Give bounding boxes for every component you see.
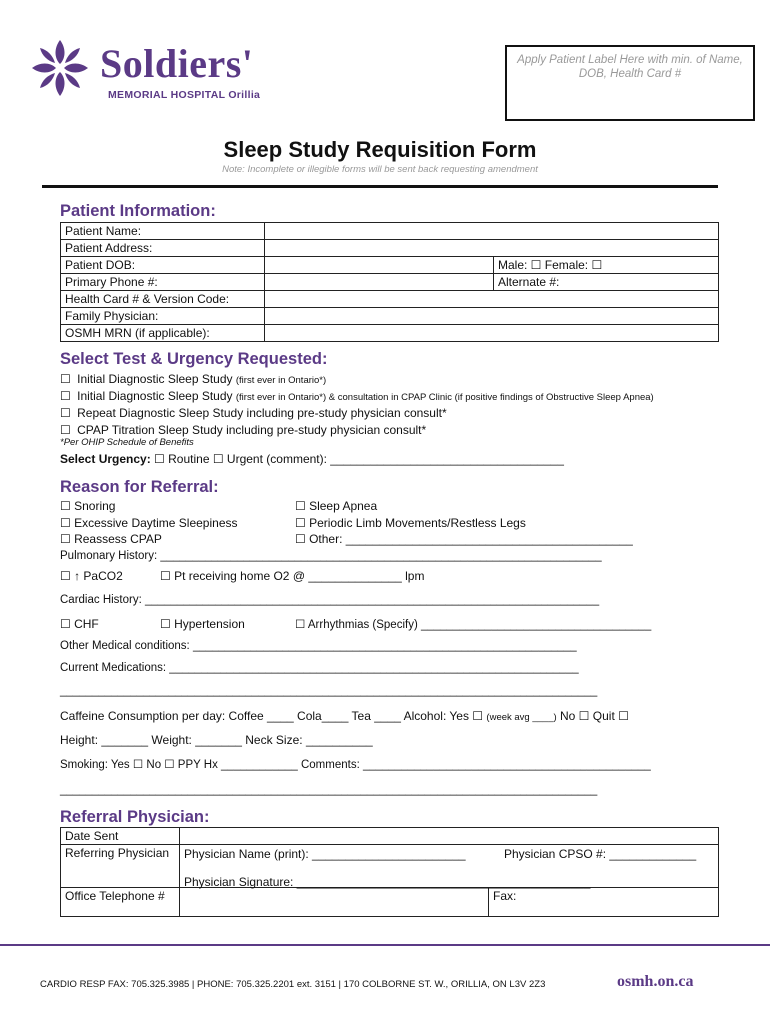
- home-o2-field[interactable]: ☐ Pt receiving home O2 @ ______________ lpm: [160, 569, 425, 583]
- mrn-field[interactable]: [265, 325, 719, 342]
- paco2-checkbox[interactable]: ☐ ↑ PaCO2: [60, 569, 123, 583]
- logo-wordmark: Soldiers': [100, 41, 254, 86]
- title-divider: [42, 185, 718, 188]
- chf-checkbox[interactable]: ☐ CHF: [60, 617, 99, 631]
- test-option-repeat-label: Repeat Diagnostic Sleep Study including pre-study physician consult*: [77, 406, 447, 420]
- other-conditions-field[interactable]: Other Medical conditions: ____________________________________________________________: [60, 640, 577, 652]
- patient-name-label: Patient Name:: [61, 223, 265, 240]
- health-card-field[interactable]: [265, 291, 719, 308]
- referral-heading: Reason for Referral:: [60, 478, 219, 496]
- caffeine-alcohol-row[interactable]: [60, 709, 629, 723]
- patient-dob-field[interactable]: [265, 257, 494, 274]
- physician-name-field[interactable]: Physician Name (print): _______________________: [184, 847, 466, 861]
- checkbox-icon[interactable]: ☐: [60, 389, 71, 403]
- form-note: Note: Incomplete or illegible forms will be sent back requesting amendment: [222, 164, 538, 175]
- office-telephone-field[interactable]: [180, 888, 489, 917]
- alternate-phone-label[interactable]: Alternate #:: [494, 274, 719, 291]
- patient-label-instructions: Apply Patient Label Here with min. of Name, DOB, Health Card #: [517, 54, 743, 80]
- physician-table: [60, 827, 719, 917]
- patient-sex-checkboxes[interactable]: Male: ☐ Female: ☐: [494, 257, 719, 274]
- arrhythmias-field[interactable]: ☐ Arrhythmias (Specify) ____________________________________: [295, 619, 652, 631]
- logo-subtitle-b: Orillia: [228, 89, 261, 101]
- physician-heading: Referral Physician:: [60, 808, 210, 826]
- ohip-footnote: *Per OHIP Schedule of Benefits: [60, 437, 194, 448]
- test-option-repeat[interactable]: [60, 406, 447, 420]
- medications-field[interactable]: Current Medications: ________________________________________________________________: [60, 662, 579, 674]
- primary-phone-label: Primary Phone #:: [61, 274, 265, 291]
- reason-reassess-cpap[interactable]: ☐ Reassess CPAP: [60, 532, 162, 546]
- test-option-initial-note: (first ever in Ontario*): [235, 375, 327, 386]
- patient-label-box[interactable]: [505, 45, 755, 121]
- cardiac-history-field[interactable]: Cardiac History: _______________________________________________________________________: [60, 594, 600, 606]
- height-weight-row[interactable]: Height: _______ Weight: _______ Neck Size: __________: [60, 733, 373, 747]
- test-option-consult-label: Initial Diagnostic Sleep Study: [77, 389, 233, 403]
- reason-snoring[interactable]: ☐ Snoring: [60, 499, 116, 513]
- fax-label[interactable]: Fax:: [489, 888, 719, 917]
- test-heading: Select Test & Urgency Requested:: [60, 350, 328, 368]
- footer-website[interactable]: osmh.on.ca: [617, 973, 694, 990]
- referring-physician-fields[interactable]: [180, 845, 719, 888]
- test-option-initial-consult[interactable]: [60, 389, 654, 403]
- physician-signature-field[interactable]: Physician Signature: ____________________________________________: [184, 875, 591, 889]
- hypertension-checkbox[interactable]: ☐ Hypertension: [160, 617, 245, 631]
- flower-icon: [28, 36, 92, 100]
- patient-info-table: [60, 222, 719, 342]
- checkbox-icon[interactable]: ☐: [60, 406, 71, 420]
- date-sent-field[interactable]: [180, 828, 719, 845]
- office-telephone-label: Office Telephone #: [61, 888, 180, 917]
- footer-divider: [0, 944, 770, 946]
- physician-cpso-field[interactable]: Physician CPSO #: _____________: [504, 847, 697, 861]
- mrn-label: OSMH MRN (if applicable):: [61, 325, 265, 342]
- form-title: Sleep Study Requisition Form: [223, 137, 537, 162]
- alcohol-no-quit[interactable]: No ☐ Quit ☐: [560, 709, 629, 723]
- reason-other[interactable]: ☐ Other: ___________________________________________: [295, 532, 633, 546]
- patient-dob-label: Patient DOB:: [61, 257, 265, 274]
- reason-plm[interactable]: ☐ Periodic Limb Movements/Restless Legs: [295, 516, 526, 530]
- test-option-consult-note: (first ever in Ontario*) & consultation in CPAP Clinic (if positive findings of Obstructive Sleep Apnea): [235, 392, 654, 403]
- urgency-options[interactable]: ☐ Routine ☐ Urgent (comment): ___________________________________: [154, 452, 564, 466]
- health-card-label: Health Card # & Version Code:: [61, 291, 265, 308]
- patient-address-field[interactable]: [265, 240, 719, 257]
- patient-name-field[interactable]: [265, 223, 719, 240]
- family-physician-label: Family Physician:: [61, 308, 265, 325]
- logo-subtitle: [108, 89, 260, 101]
- urgency-label: Select Urgency:: [60, 452, 151, 466]
- date-sent-label: Date Sent: [61, 828, 180, 845]
- test-option-cpap-label: CPAP Titration Sleep Study including pre-study physician consult*: [77, 423, 427, 437]
- test-option-initial[interactable]: [60, 372, 326, 386]
- logo-subtitle-a: MEMORIAL HOSPITAL: [108, 89, 226, 101]
- reason-eds[interactable]: ☐ Excessive Daytime Sleepiness: [60, 516, 238, 530]
- urgency-row[interactable]: [60, 452, 564, 466]
- test-option-cpap[interactable]: [60, 423, 426, 437]
- hospital-logo: [28, 36, 288, 106]
- test-option-initial-label: Initial Diagnostic Sleep Study: [77, 372, 233, 386]
- patient-info-heading: Patient Information:: [60, 202, 216, 220]
- checkbox-icon[interactable]: ☐: [60, 372, 71, 386]
- smoking-row[interactable]: Smoking: Yes ☐ No ☐ PPY Hx ____________ Comments: _____________________________________________: [60, 759, 651, 771]
- checkbox-icon[interactable]: ☐: [60, 423, 71, 437]
- family-physician-field[interactable]: [265, 308, 719, 325]
- medications-extra-line[interactable]: ____________________________________________________________________________________: [60, 685, 598, 697]
- patient-address-label: Patient Address:: [61, 240, 265, 257]
- comments-extra-line[interactable]: ____________________________________________________________________________________: [60, 784, 598, 796]
- caffeine-field[interactable]: Caffeine Consumption per day: Coffee ____ Cola____ Tea ____ Alcohol: Yes ☐: [60, 709, 484, 723]
- referring-physician-label: Referring Physician: [61, 845, 180, 888]
- pulmonary-history-field[interactable]: Pulmonary History: _____________________________________________________________________: [60, 550, 602, 562]
- reason-sleep-apnea[interactable]: ☐ Sleep Apnea: [295, 499, 378, 513]
- footer-contact: CARDIO RESP FAX: 705.325.3985 | PHONE: 705.325.2201 ext. 3151 | 170 COLBORNE ST. W., ORILLIA, ON L3V 2Z3: [40, 979, 546, 990]
- primary-phone-field[interactable]: [265, 274, 494, 291]
- alcohol-week-avg[interactable]: (week avg ____): [486, 712, 557, 723]
